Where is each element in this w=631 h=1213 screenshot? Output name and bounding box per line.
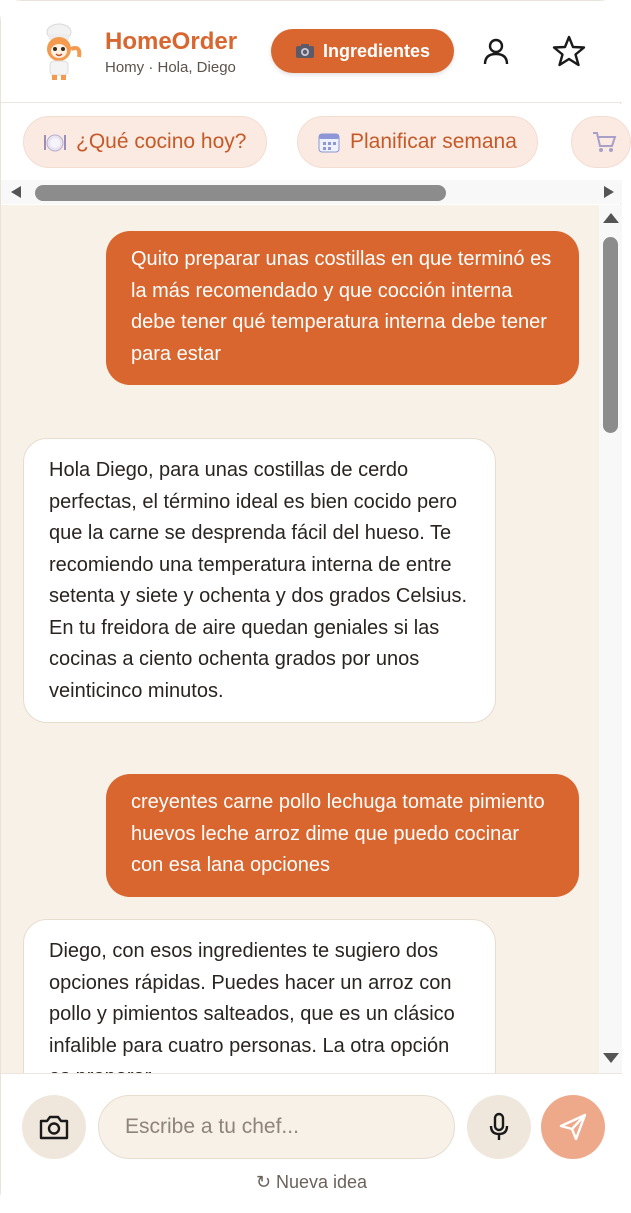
chat-area — [1, 205, 622, 1073]
camera-icon — [38, 1113, 70, 1141]
send-icon — [558, 1112, 588, 1142]
user-message: creyentes carne pollo lechuga tomate pimiento huevos leche arroz dime que puedo cocinar con esa lana opciones — [106, 774, 579, 897]
ingredients-button[interactable] — [271, 29, 454, 73]
brand-subtitle: Homy · Hola, Diego — [105, 59, 236, 76]
new-idea-link[interactable]: ↻ Nueva idea — [255, 1172, 368, 1192]
calendar-icon — [318, 131, 340, 153]
profile-button[interactable] — [476, 31, 516, 71]
user-message: Quito preparar unas costillas en que terminó es la más recomendado y que cocción interna debe tener qué temperatura interna debe tener para estar — [106, 231, 579, 385]
chip-compras[interactable] — [571, 116, 631, 168]
scroll-right-icon[interactable] — [604, 186, 614, 198]
scroll-up-icon[interactable] — [603, 213, 619, 223]
message-input[interactable] — [98, 1095, 455, 1159]
star-icon — [552, 34, 586, 68]
chip-label: ¿Qué cocino hoy? — [76, 130, 247, 153]
microphone-icon — [487, 1112, 511, 1142]
brand-title: HomeOrder — [105, 28, 238, 55]
camera-icon — [295, 43, 315, 59]
scroll-down-icon[interactable] — [603, 1053, 619, 1063]
plate-icon — [44, 131, 66, 153]
horizontal-scrollbar[interactable] — [1, 180, 622, 204]
bot-message: Hola Diego, para unas costillas de cerdo perfectas, el término ideal es bien cocido pero que la carne se desprenda fácil del hueso. Te recomiendo una temperatura interna de entre setenta y siete y ochenta y dos grados Celsius. En tu freidora de aire quedan geniales si las cocinas a ciento ochenta grados por unos veinticinco minutos. — [23, 438, 496, 723]
bot-message: Diego, con esos ingredientes te sugiero dos opciones rápidas. Puedes hacer un arroz con pollo y pimientos salteados, que es un clásico infalible para cuatro personas. La otra opción — [23, 919, 496, 1110]
composer-bar — [1, 1073, 622, 1213]
mascot-icon — [35, 23, 87, 81]
camera-button[interactable] — [22, 1095, 86, 1159]
send-button[interactable] — [541, 1095, 605, 1159]
suggestion-chips-bar — [1, 104, 622, 204]
chip-label: Planificar semana — [350, 130, 517, 153]
cart-icon — [592, 131, 616, 153]
chip-planificar-semana[interactable] — [297, 116, 538, 168]
user-icon — [481, 36, 511, 66]
scroll-left-icon[interactable] — [11, 186, 21, 198]
vertical-scrollbar[interactable] — [599, 205, 622, 1073]
header — [1, 1, 622, 103]
chip-que-cocino[interactable] — [23, 116, 267, 168]
favorites-button[interactable] — [549, 31, 589, 71]
scrollbar-thumb[interactable] — [35, 185, 446, 201]
microphone-button[interactable] — [467, 1095, 531, 1159]
ingredients-button-label: Ingredientes — [322, 40, 431, 61]
scrollbar-thumb[interactable] — [603, 237, 618, 433]
